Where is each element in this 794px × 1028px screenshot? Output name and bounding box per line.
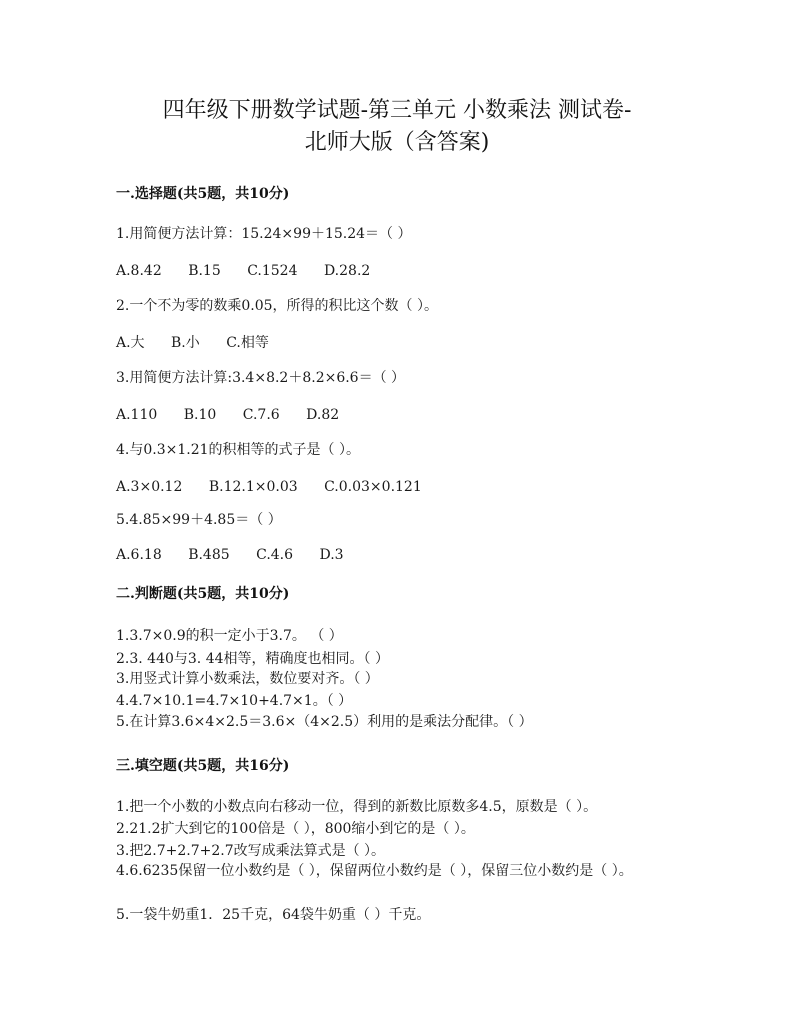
question-text: 4.与0.3×1.21的积相等的式子是（ ）。	[116, 442, 360, 458]
option: B.15	[188, 263, 221, 279]
option: C.相等	[226, 335, 269, 351]
option: A.6.18	[116, 547, 162, 563]
question-options	[116, 261, 392, 281]
option: D.82	[306, 407, 340, 423]
question-text: 5.4.85×99＋4.85＝（ ）	[116, 512, 282, 528]
question-options	[116, 545, 366, 565]
option: A.大	[116, 335, 145, 351]
option: A.8.42	[116, 263, 162, 279]
question-text: 2.3. 440与3. 44相等，精确度也相同。（ ）	[116, 651, 389, 667]
question-options	[116, 333, 291, 353]
option: C.0.03×0.121	[324, 479, 422, 495]
option: C.4.6	[256, 547, 294, 563]
question-text: 2.一个不为零的数乘0.05，所得的积比这个数（ ）。	[116, 298, 438, 314]
option: B.10	[183, 407, 217, 423]
option: D.28.2	[323, 263, 371, 279]
question-text: 3.用简便方法计算:3.4×8.2＋8.2×6.6＝（ ）	[116, 370, 406, 386]
question-text: 1.把一个小数的小数点向右移动一位，得到的新数比原数多4.5，原数是（ ）。	[116, 799, 598, 815]
question-options	[116, 405, 361, 425]
question-text: 1.用简便方法计算：15.24×99＋15.24＝（ ）	[116, 226, 412, 242]
option: C.7.6	[242, 407, 280, 423]
option: B.12.1×0.03	[208, 479, 298, 495]
question-text: 5.一袋牛奶重1．25千克，64袋牛奶重（ ）千克。	[116, 907, 431, 923]
question-text: 4.4.7×10.1=4.7×10+4.7×1。（ ）	[116, 693, 353, 709]
section-heading-fill-in: 三.填空题(共5题，共16分)	[116, 758, 290, 774]
option: A.3×0.12	[116, 479, 183, 495]
question-text: 3.把2.7+2.7+2.7改写成乘法算式是（ ）。	[116, 843, 386, 859]
question-text: 1.3.7×0.9的积一定小于3.7。 （ ）	[116, 628, 343, 644]
section-heading-judgement: 二.判断题(共5题，共10分)	[116, 586, 290, 602]
option: B.485	[188, 547, 230, 563]
option: D.3	[319, 547, 344, 563]
option: B.小	[171, 335, 200, 351]
question-text: 2.21.2扩大到它的100倍是（ ），800缩小到它的是（ ）。	[116, 821, 475, 837]
document-title-line-2: 北师大版（含答案)	[304, 130, 490, 155]
question-text: 5.在计算3.6×4×2.5＝3.6×（4×2.5）利用的是乘法分配律。（ ）	[116, 714, 533, 730]
question-text: 3.用竖式计算小数乘法，数位要对齐。（ ）	[116, 671, 379, 687]
document-title-line-1: 四年级下册数学试题-第三单元 小数乘法 测试卷-	[162, 98, 632, 123]
option: C.1524	[247, 263, 298, 279]
question-options	[116, 477, 444, 497]
section-heading-choice: 一.选择题(共5题，共10分)	[116, 186, 290, 202]
option: A.110	[116, 407, 158, 423]
question-text: 4.6.6235保留一位小数约是（ ），保留两位小数约是（ ），保留三位小数约是（ ）。	[116, 863, 633, 879]
